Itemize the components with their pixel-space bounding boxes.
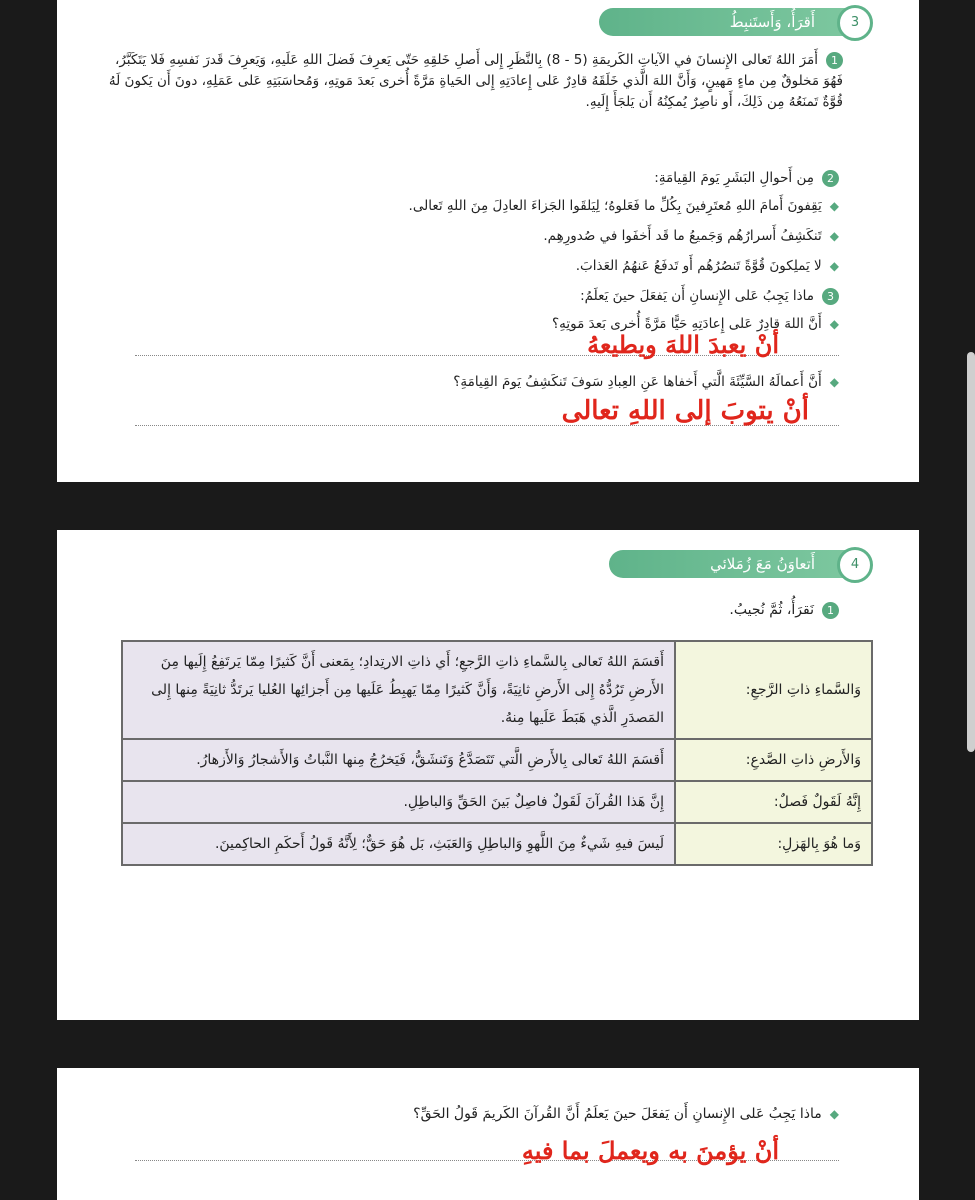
question-1-text: أَمَرَ اللهُ تَعالى الإِنسانَ في الآياتِ الكَريمَةِ (5 - 8) بِالنَّظَرِ إِلى أَصلِ خَلقِهِ حَتّى يَعرِفَ فَضلَ اللهِ عَلَيهِ، وَيَعرِفَ قَدرَ نَفسِهِ فَلا يَتَكَبَّرُ، فَهُوَ مَخلوقٌ مِن ماءٍ مَهينٍ، وَأَنَّ اللهَ الَّذي خَلَقَهُ قادِرٌ عَلى إِعادَتِهِ إِلى الحَياةِ مَرَّةً أُخرى بَعدَ مَوتِهِ، وَمُحاسَبَتِهِ عَلى عَمَلِهِ، دونَ أَن يَكونَ لَهُ قُوَّةٌ تَمنَعُهُ مِن ذَلِكَ، أَو ناصِرٌ يُمكِنُهُ أَن يَلجَأَ إِلَيهِ. <box>108 52 843 110</box>
question-3-heading: 3ماذا يَجِبُ عَلى الإِنسانِ أَن يَفعَلَ حينَ يَعلَمُ: <box>117 286 839 306</box>
table-row <box>122 641 872 739</box>
question-3-item-1: ◆أَنَّ اللهَ قادِرٌ عَلى إِعادَتِهِ حَيًّا مَرَّةً أُخرى بَعدَ مَوتِهِ؟ <box>551 316 839 332</box>
page-card-section-4 <box>57 530 919 1020</box>
page-card-section-5 <box>57 1068 919 1200</box>
table-term: إِنَّهُ لَقَولٌ فَصلٌ: <box>675 781 872 823</box>
page-card-section-3 <box>57 0 919 482</box>
question-3-item-2: ◆أَنَّ أَعمالَهُ السَّيِّئَةَ الَّتي أَخفاها عَنِ العِبادِ سَوفَ تَنكَشِفُ يَومَ القِيامَةِ؟ <box>453 374 839 390</box>
bullet-icon: ◆ <box>829 317 839 331</box>
question-3-number: 3 <box>822 288 839 305</box>
table-definition: أَقسَمَ اللهُ تَعالى بِالسَّماءِ ذاتِ الرَّجعِ؛ أَي ذاتِ الارتِدادِ؛ بِمَعنى أَنَّ كَثيرًا مِمّا يَرتَفِعُ إِلَيها مِنَ الأَرضِ تَرُدُّهُ إِلى الأَرضِ ثانِيَةً، وَأَنَّ كَثيرًا مِمّا يَهبِطُ عَلَيها مِن أَجزائِها العُليا يَرتَدُّ ثانِيَةً مِنها إِلى المَصدَرِ الَّذي هَبَطَ عَلَيها مِنهُ. <box>122 641 675 739</box>
final-question: ◆ماذا يَجِبُ عَلى الإِنسانِ أَن يَفعَلَ حينَ يَعلَمُ أَنَّ القُرآنَ الكَريمَ قَولُ الحَقِّ؟ <box>413 1106 839 1122</box>
section-3-banner <box>599 8 859 36</box>
section-4-banner <box>609 550 859 578</box>
table-row <box>122 781 872 823</box>
vocabulary-table <box>121 640 873 866</box>
table-definition: لَيسَ فيهِ شَيءٌ مِنَ اللَّهوِ وَالباطِلِ وَالعَبَثِ، بَل هُوَ حَقٌّ؛ لِأَنَّهُ قَولُ أَحكَمِ الحاكِمينَ. <box>122 823 675 865</box>
list-item: ◆يَقِفونَ أَمامَ اللهِ مُعتَرِفينَ بِكُلِّ ما فَعَلوهُ؛ لِيَلقَوا الجَزاءَ العادِلَ مِنَ اللهِ تَعالى. <box>408 198 839 214</box>
bullet-icon: ◆ <box>829 199 839 213</box>
sub-instruction: 1نَقرَأُ، ثُمَّ نُجيبُ. <box>117 600 839 620</box>
table-row <box>122 823 872 865</box>
list-item: ◆تَنكَشِفُ أَسرارُهُم وَجَميعُ ما قَد أَخفَوا في صُدورِهِم. <box>543 228 839 244</box>
table-definition: أَقسَمَ اللهُ تَعالى بِالأَرضِ الَّتي تَتَصَدَّعُ وَتَنشَقُّ، فَيَخرُجُ مِنها النَّباتُ وَالأَشجارُ وَالأَزهارُ. <box>122 739 675 781</box>
bullet-icon: ◆ <box>829 229 839 243</box>
question-1-paragraph <box>107 50 843 113</box>
section-4-title: أَتعاوَنُ مَعَ زُمَلائي <box>710 555 815 573</box>
table-term: وَما هُوَ بِالهَزلِ: <box>675 823 872 865</box>
section-3-number: 3 <box>837 5 873 41</box>
table-definition: إِنَّ هَذا القُرآنَ لَقَولٌ فاصِلٌ بَينَ الحَقِّ وَالباطِلِ. <box>122 781 675 823</box>
question-1-number: 1 <box>826 52 843 69</box>
handwritten-answer-3: أنْ يؤمنَ به ويعملَ بما فيهِ <box>521 1136 779 1165</box>
section-4-number: 4 <box>837 547 873 583</box>
list-item: ◆لا يَملِكونَ قُوَّةً تَنصُرُهُم أَو تَدفَعُ عَنهُمُ العَذابَ. <box>575 258 839 274</box>
bullet-icon: ◆ <box>829 1107 839 1121</box>
sub-instruction-number: 1 <box>822 602 839 619</box>
table-row <box>122 739 872 781</box>
scrollbar[interactable] <box>967 352 975 752</box>
question-2-heading: 2مِن أَحوالِ البَشَرِ يَومَ القِيامَةِ: <box>117 168 839 188</box>
handwritten-answer-2: أنْ يتوبَ إلى اللهِ تعالى <box>561 396 809 426</box>
table-term: وَالأَرضِ ذاتِ الصَّدعِ: <box>675 739 872 781</box>
bullet-icon: ◆ <box>829 375 839 389</box>
bullet-icon: ◆ <box>829 259 839 273</box>
table-term: وَالسَّماءِ ذاتِ الرَّجعِ: <box>675 641 872 739</box>
question-2-number: 2 <box>822 170 839 187</box>
section-3-title: أَقرَأُ، وَأَستَنبِطُ <box>729 13 815 31</box>
handwritten-answer-1: أنْ يعبدَ اللهَ ويطيعهُ <box>587 330 779 359</box>
